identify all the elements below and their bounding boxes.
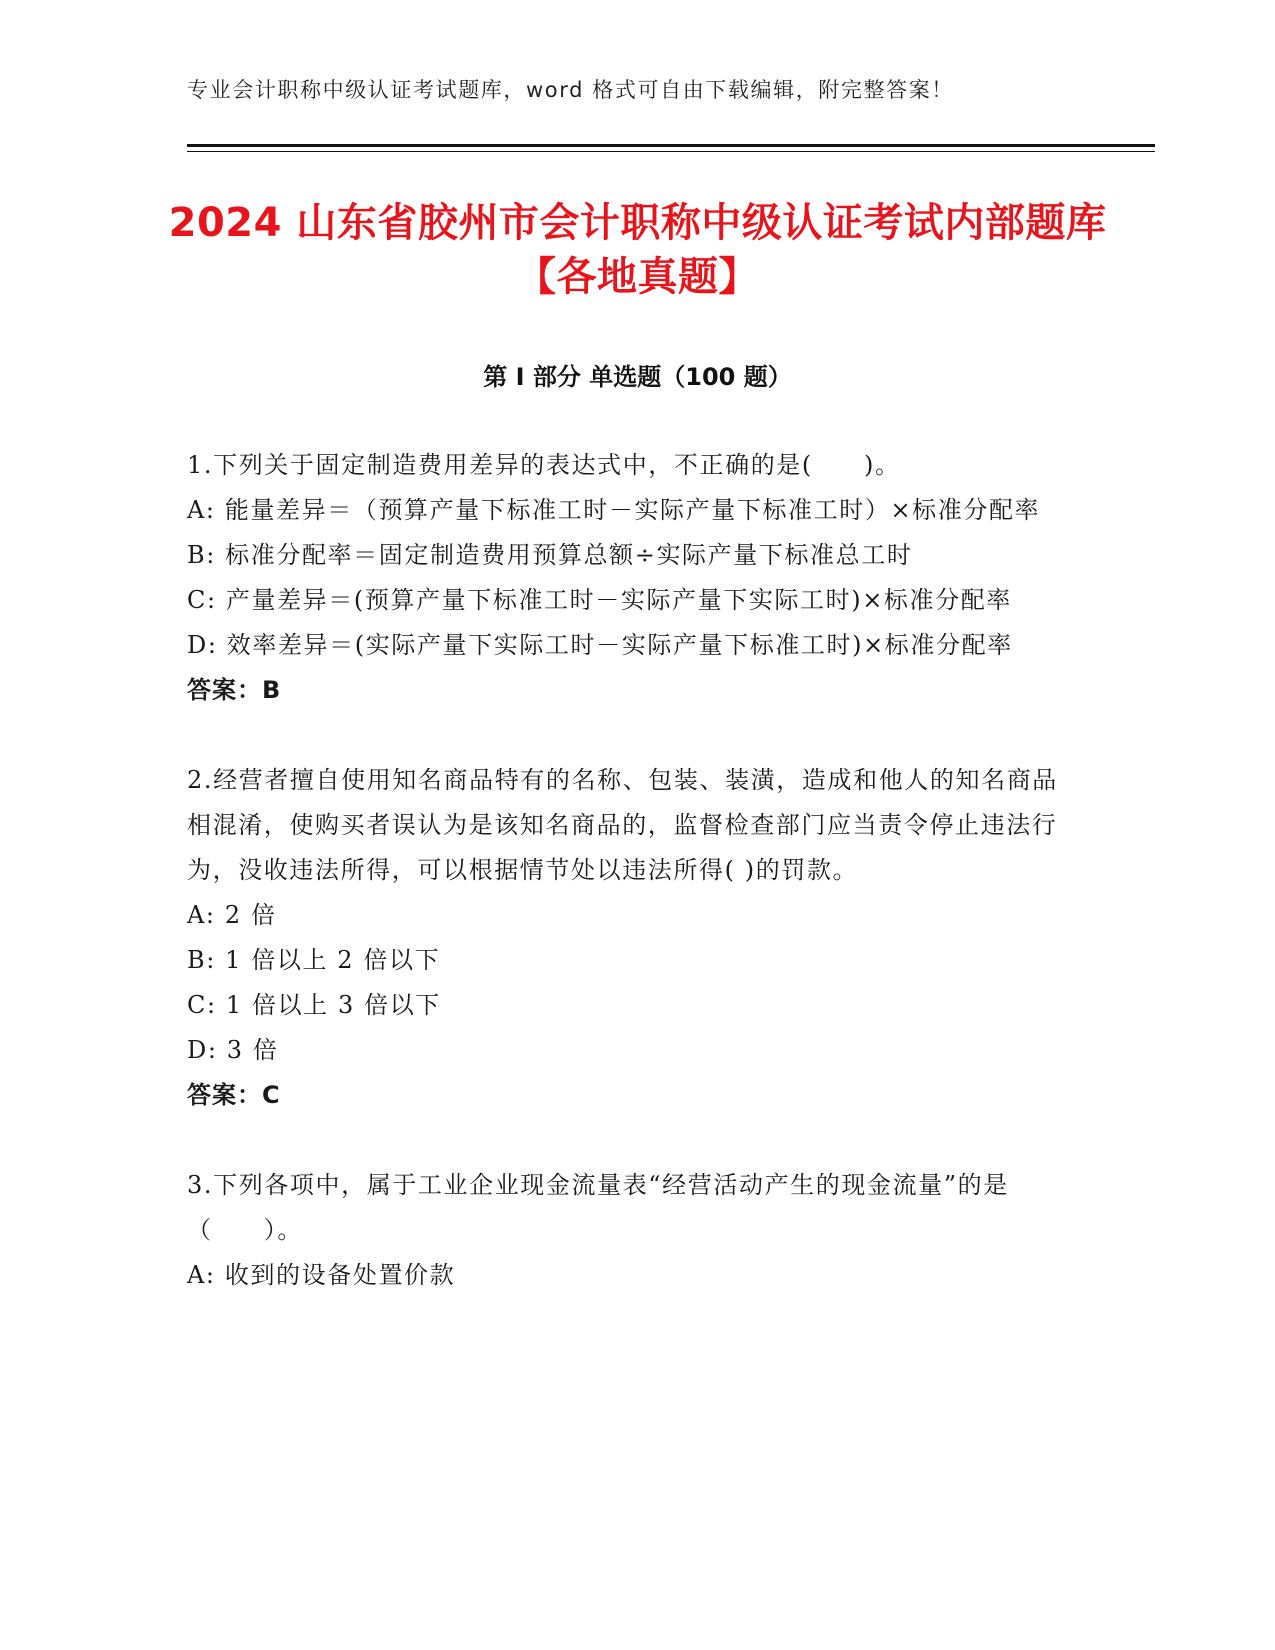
question-1 bbox=[187, 443, 1067, 713]
question-3 bbox=[187, 1163, 1067, 1298]
header-divider-thick bbox=[187, 144, 1155, 147]
answer-label: 答案：C bbox=[187, 1081, 281, 1109]
option-a: A: 2 倍 bbox=[187, 901, 277, 929]
header-divider-thin bbox=[187, 151, 1155, 152]
option-b: B: 标准分配率＝固定制造费用预算总额÷实际产量下标准总工时 bbox=[187, 541, 913, 569]
question-list bbox=[187, 443, 1067, 1343]
question-text: 2.经营者擅自使用知名商品特有的名称、包装、装潢，造成和他人的知名商品相混淆，使购买者误认为是该知名商品的，监督检查部门应当责令停止违法行为，没收违法所得，可以根据情节处以违法所得( )的罚款。 bbox=[187, 766, 1058, 884]
page-header-tagline: 专业会计职称中级认证考试题库，word 格式可自由下载编辑，附完整答案！ bbox=[187, 78, 954, 102]
option-a: A: 能量差异＝（预算产量下标准工时－实际产量下标准工时）×标准分配率 bbox=[187, 496, 1041, 524]
question-text: 1.下列关于固定制造费用差异的表达式中，不正确的是( )。 bbox=[187, 451, 901, 479]
option-d: D: 效率差异＝(实际产量下实际工时－实际产量下标准工时)×标准分配率 bbox=[187, 631, 1013, 659]
section-title: 第 I 部分 单选题（100 题） bbox=[483, 363, 792, 391]
option-c: C: 产量差异＝(预算产量下标准工时－实际产量下实际工时)×标准分配率 bbox=[187, 586, 1012, 614]
question-text: 3.下列各项中，属于工业企业现金流量表“经营活动产生的现金流量”的是（ ）。 bbox=[187, 1171, 1009, 1244]
option-a: A: 收到的设备处置价款 bbox=[187, 1261, 456, 1289]
option-d: D: 3 倍 bbox=[187, 1036, 279, 1064]
option-c: C: 1 倍以上 3 倍以下 bbox=[187, 991, 441, 1019]
answer-label: 答案：B bbox=[187, 676, 282, 704]
question-2 bbox=[187, 758, 1067, 1118]
document-title: 2024 山东省胶州市会计职称中级认证考试内部题库【各地真题】 bbox=[168, 200, 1107, 300]
option-b: B: 1 倍以上 2 倍以下 bbox=[187, 946, 441, 974]
